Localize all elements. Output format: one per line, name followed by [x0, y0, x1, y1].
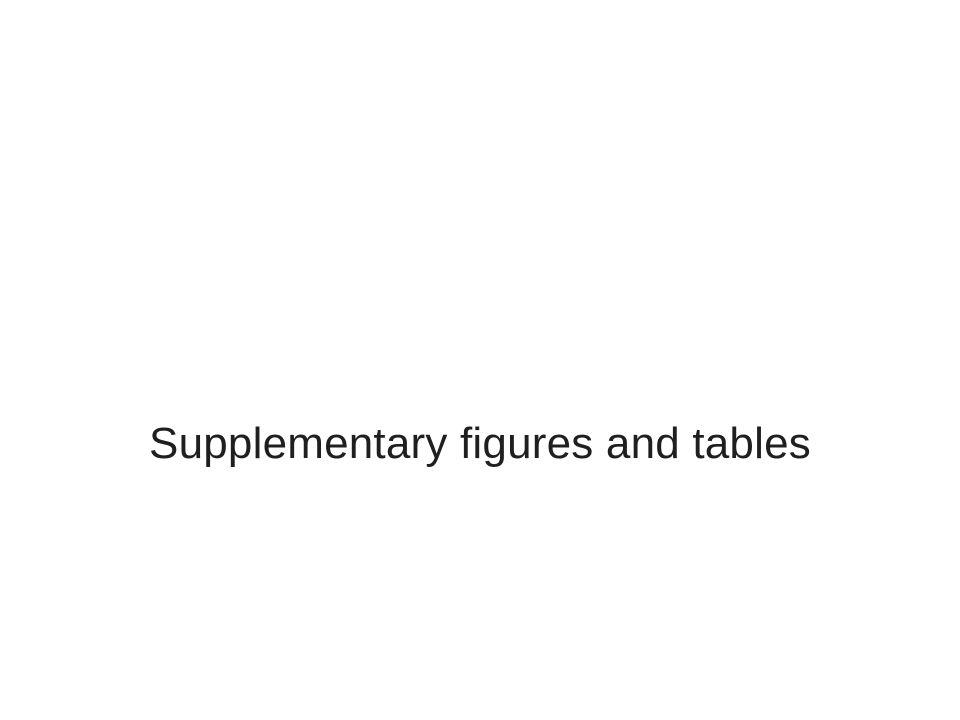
slide-title: Supplementary figures and tables — [149, 419, 811, 468]
